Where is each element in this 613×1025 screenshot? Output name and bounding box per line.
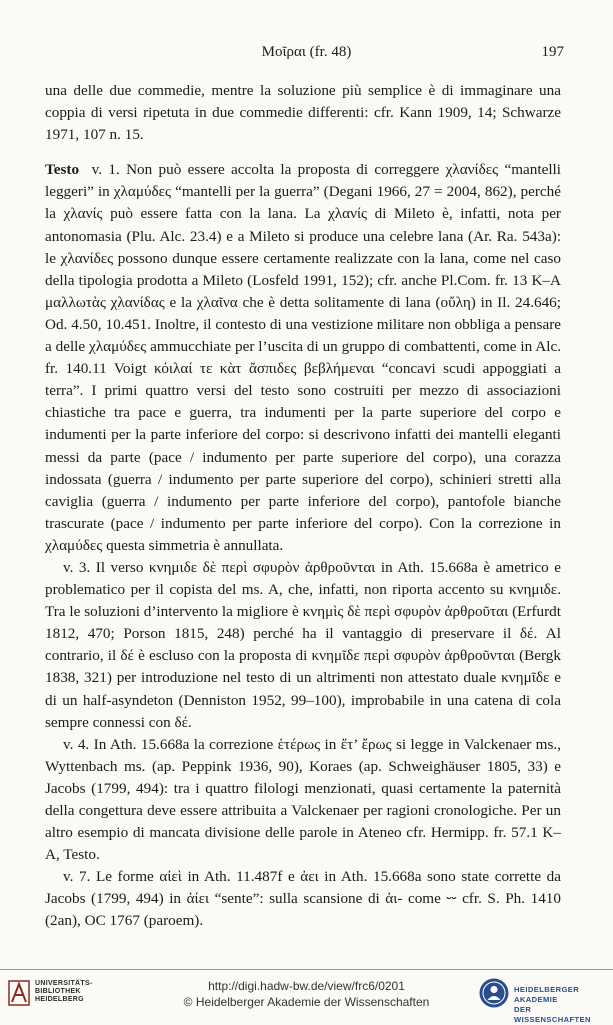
paragraph-testo-text: v. 1. Non può essere accolta la proposta di correggere χλανίδες “mantelli leggeri” in χλαμύδες “mantelli per la guerra” (Degani 1966, 27 = 2004, 862), perché la χλανίς può essere fatta con la lana. La χλανίς di Mileto è, infatti, nota per antonomasia (Plu. Alc. 23.4) e a Mileto si produce una celebre lana (Ar. Ra. 543a): le χλανίδες possono dunque essere certamente realizzate con la lana, come nel caso della tipologia prodotta a Mileto (Losfeld 1991, 152); cfr. anche Pl.Com. fr. 13 K–A μαλλωτὰς χλανίδας e la χλαῖνα che è detta solitamente di lana (οὔλη) in Il. 24.646; Od. 4.50, 10.451. Inoltre, il contesto di una vestizione militare non obbliga a pensare a delle χλαμύδες ammucchiate per l’uscita di un gruppo di combattenti, come in Alc. fr. 140.11 Voigt κόιλαί τε κὰτ ἄσπιδες βεβλήμεναι “concavi scudi appoggiati a terra”. I primi quattro versi del testo sono costruiti per mezzo di associazioni chiastiche tra pace e guerra, tra indumenti per la parte superiore del corpo e indumenti per la parte inferiore del corpo: si descrivono infatti dei mantelli eleganti messi da parte (pace / indumento per parte superiore del corpo), una corazza indossata (guerra / indumento per parte superiore del corpo), schinieri stretti alla caviglia (guerra / indumento per parte inferiore del corpo), pantofole bianche trascurate (pace / indumento per parte inferiore del corpo). Con la correzione in χλαμύδες questa simmetria è annullata. [45,161,561,554]
library-logo-text: UNIVERSITÄTS- BIBLIOTHEK HEIDELBERG [35,980,93,1003]
page-number: 197 [541,44,564,60]
academy-seal-icon [478,977,510,1009]
footer-url-link[interactable]: http://digi.hadw-bw.de/view/frc6/0201 [208,979,405,993]
paragraph-v4: v. 4. In Ath. 15.668a la correzione ἑτέρως in ἔτ’ ἔρως si legge in Valckenaer ms., Wyttenbach ms. (ap. Peppink 1936, 90), Koraes (ap. Schweighäuser 1805, 33) e Jacobs (1799, 494): tra i quattro filologi menzionati, quasi certamente la paternità della congettura deve essere attribuita a Valckenaer per ragioni cronologiche. Per un altro esempio di mancata divisione delle parole in Ateneo cfr. Hermipp. fr. 57.1 K–A, Testo. [45,735,561,864]
paragraph-v7: v. 7. Le forme αἰεὶ in Ath. 11.487f e ἀει in Ath. 15.668a sono state corrette da Jacobs (1799, 494) in ἀίει “sente”: sulla scansione di ἀι- come ⏑⏑ cfr. S. Ph. 1410 (2an), OC 1767 (paroem). [45,868,561,930]
running-title: Μοῖραι (fr. 48) [261,44,352,60]
footer-divider [0,969,613,970]
paragraph-continuation: una delle due commedie, mentre la soluzione più semplice è di immaginare una coppia di versi ripetuta in due commedie differenti: cfr. Kann 1909, 14; Schwarze 1971, 107 n. 15. [45,82,561,144]
testo-label: Testo [45,161,80,179]
academy-logo[interactable] [478,975,610,1024]
commentary-body [45,80,561,933]
library-emblem-icon [7,978,31,1008]
footer-center [140,978,473,1010]
paragraph-v3: v. 3. Il verso κνημιδε δὲ περὶ σφυρὸν ἀρθροῦνται in Ath. 15.668a è ametrico e problematico per il copista del ms. A, che, infatti, non riporta accento su κνημιδε. Tra le soluzioni d’intervento la migliore è κνημὶς δὲ περὶ σφυρὸν ἀρθροῦται (Erfurdt 1812, 470; Porson 1815, 248) perché ha il vantaggio di preservare il δέ. Al contrario, il δέ è escluso con la proposta di κνημῖδε περὶ σφυρὸν ἀρθροῦνται (Bergk 1838, 321) per introduzione nel testo di un altrimenti non attestato duale κνημῖδε e di un half-asyndeton (Denniston 1952, 99–100), improbabile in una catena di cola sempre connessi con δέ. [45,558,561,731]
university-library-logo[interactable] [7,976,117,1012]
academy-logo-text: HEIDELBERGER AKADEMIE DER WISSENSCHAFTEN [514,985,591,1024]
running-header [45,44,568,64]
footer-copyright: © Heidelberger Akademie der Wissenschaften [183,995,430,1009]
paragraph-testo [45,159,561,557]
